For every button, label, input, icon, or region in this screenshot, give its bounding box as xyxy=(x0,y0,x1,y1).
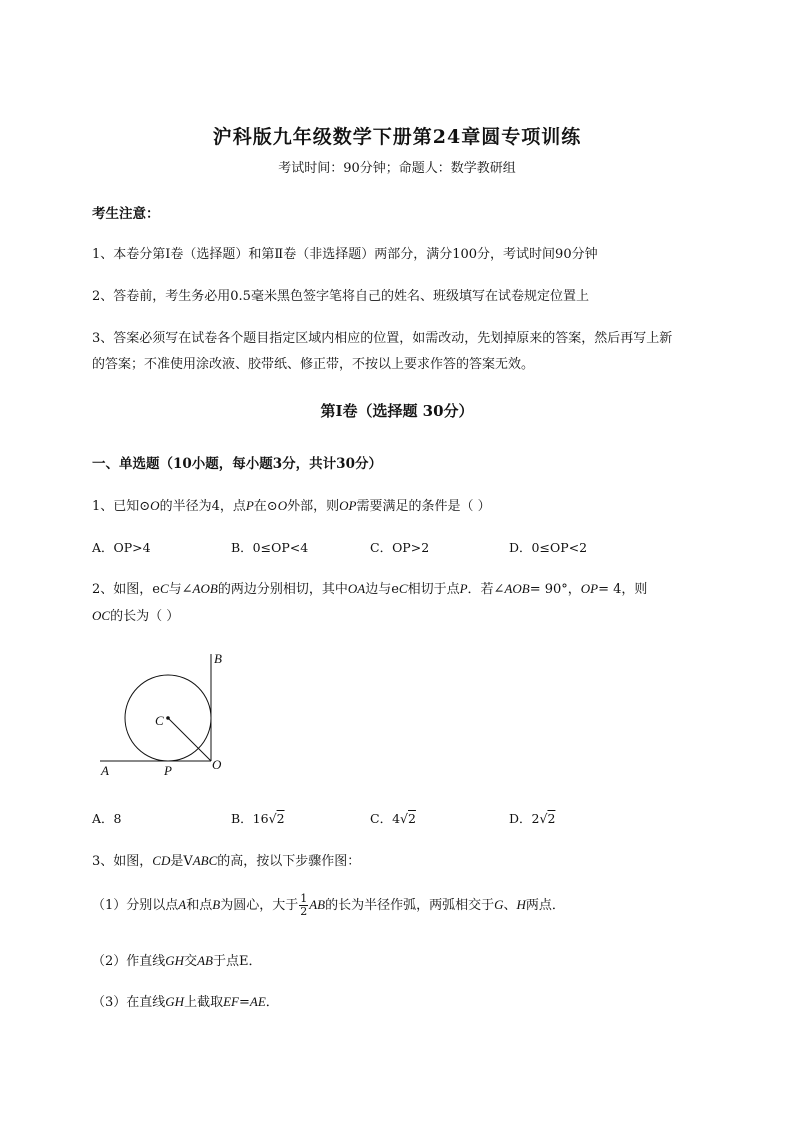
question-2-line-2: OC的长为（ ） xyxy=(92,608,180,624)
note-item-3-line-2: 的答案；不准使用涂改液、胶带纸、修正带，不按以上要求作答的答案无效。 xyxy=(92,357,535,372)
label-p: P xyxy=(164,763,172,778)
label-a: A xyxy=(101,763,109,778)
section-title: 第I卷（选择题 30分） xyxy=(320,402,474,420)
page-title: 沪科版九年级数学下册第24章圆专项训练 xyxy=(212,126,582,148)
question-3-step-1: （1）分别以点A和点B为圆心，大于 $\frac{1}{2}$ AB的长为半径作弧，两弧相交于G、H两点． xyxy=(92,892,565,918)
question-3-stem: 3、如图，CD是VABC的高，按以下步骤作图： xyxy=(92,853,361,869)
q2-option-c: C．4√2 xyxy=(370,811,416,826)
q1-option-d: D．0≤OP<2 xyxy=(509,540,588,555)
sqrt-icon: √ xyxy=(400,811,408,826)
note-item-1: 1、本卷分第I卷（选择题）和第Ⅱ卷（非选择题）两部分，满分100分，考试时间90分钟 xyxy=(92,247,598,262)
center-point-c xyxy=(166,716,170,720)
q2-option-b: B．16√2 xyxy=(231,811,285,826)
exam-info: 考试时间：90分钟；命题人：数学教研组 xyxy=(278,161,516,176)
note-item-2: 2、答卷前，考生务必用0.5毫米黑色签字笔将自己的姓名、班级填写在试卷规定位置上 xyxy=(92,289,589,304)
label-o: O xyxy=(212,757,222,772)
question-2-line-1: 2、如图，eC与∠AOB的两边分别相切，其中OA边与eC相切于点P．若∠AOB= 90°，OP= 4，则 xyxy=(92,581,648,597)
q2-option-a: A．8 xyxy=(92,811,122,826)
segment-oc xyxy=(168,718,211,761)
notes-heading: 考生注意： xyxy=(92,206,160,222)
q2-figure xyxy=(95,648,230,780)
q1-option-b: B．0≤OP<4 xyxy=(231,540,309,555)
q2-option-d: D．2√2 xyxy=(509,811,556,826)
note-item-3-line-1: 3、答案必须写在试卷各个题目指定区域内相应的位置，如需改动，先划掉原来的答案，然后再写上新 xyxy=(92,331,673,346)
q1-option-c: C．OP>2 xyxy=(370,540,430,555)
part-heading: 一、单选题（10小题，每小题3分，共计30分） xyxy=(92,456,382,472)
sqrt-icon: √ xyxy=(539,811,548,826)
q1-option-a: A．OP>4 xyxy=(92,540,151,555)
fraction-one-half: $\frac{1}{2}$ xyxy=(300,892,308,918)
sqrt-icon: √ xyxy=(268,811,277,826)
question-3-step-2: （2）作直线GH交AB于点E． xyxy=(92,953,262,969)
question-1-stem: 1、已知⊙O的半径为4，点P在⊙O外部，则OP需要满足的条件是（ ） xyxy=(92,498,491,514)
question-3-step-3: （3）在直线GH上截取EF=AE． xyxy=(92,994,279,1010)
label-b: B xyxy=(214,651,222,666)
label-c: C xyxy=(155,713,164,728)
